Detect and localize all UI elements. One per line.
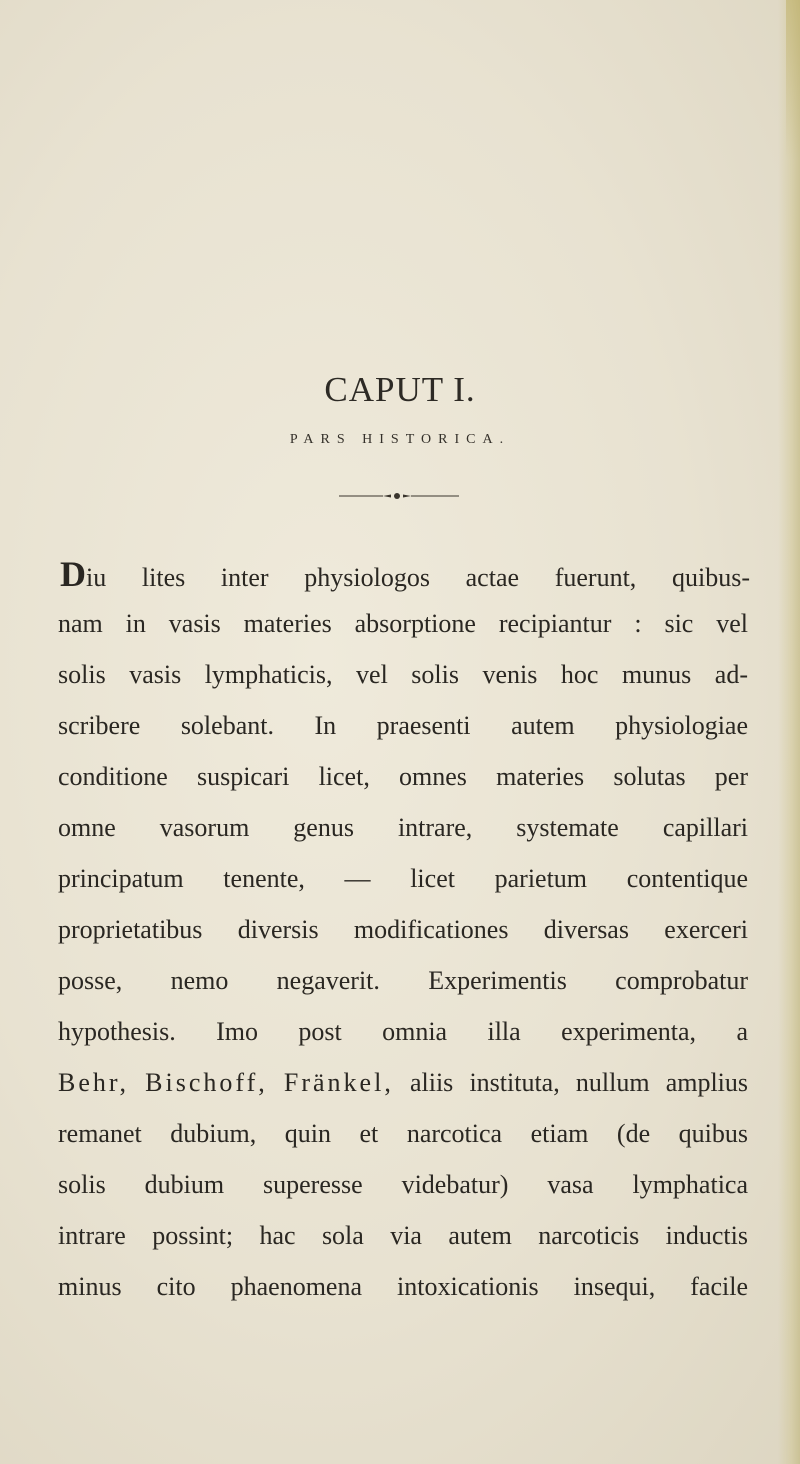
text-line-6: omne vasorum genus intrare, systemate capillari: [58, 813, 748, 842]
text-line-9: posse, nemo negaverit. Experimentis comprobatur: [58, 966, 748, 995]
ornament-rule: [339, 491, 459, 501]
text-line-12: remanet dubium, quin et narcotica etiam (de quibus: [58, 1119, 748, 1148]
line-11-rest: aliis instituta, nullum amplius: [409, 1068, 749, 1097]
chapter-title: CAPUT I.: [324, 370, 476, 409]
chapter-subtitle: PARS HISTORICA.: [289, 432, 511, 447]
text-line-10: hypothesis. Imo post omnia illa experimenta, a: [58, 1017, 748, 1046]
text-line-7: principatum tenente, — licet parietum contentique: [58, 864, 748, 893]
text-line-3: solis vasis lymphaticis, vel solis venis hoc munus ad-: [58, 660, 748, 689]
page-edge-stain: [786, 0, 800, 160]
text-line-1: [60, 554, 750, 594]
text-line-5: conditione suspicari licet, omnes materies solutas per: [58, 762, 748, 791]
text-line-14: intrare possint; hac sola via autem narcoticis inductis: [58, 1221, 748, 1250]
page-edge-shadow: [778, 0, 800, 1464]
author-name-2: Bischoff,: [145, 1068, 268, 1097]
text-line-8: proprietatibus diversis modificationes diversas exerceri: [58, 915, 748, 944]
line-1-rest: iu lites inter physiologos actae fuerunt, quibus-: [86, 563, 750, 592]
author-name-1: Behr,: [58, 1068, 129, 1097]
text-line-2: nam in vasis materies absorptione recipiantur : sic vel: [58, 609, 748, 638]
drop-cap: D: [60, 554, 86, 594]
text-line-15: minus cito phaenomena intoxicationis insequi, facile: [58, 1272, 748, 1301]
text-line-4: scribere solebant. In praesenti autem physiologiae: [58, 711, 748, 740]
text-line-13: solis dubium superesse videbatur) vasa lymphatica: [58, 1170, 748, 1199]
text-line-11: [58, 1068, 748, 1098]
author-name-3: Fränkel,: [283, 1068, 394, 1097]
